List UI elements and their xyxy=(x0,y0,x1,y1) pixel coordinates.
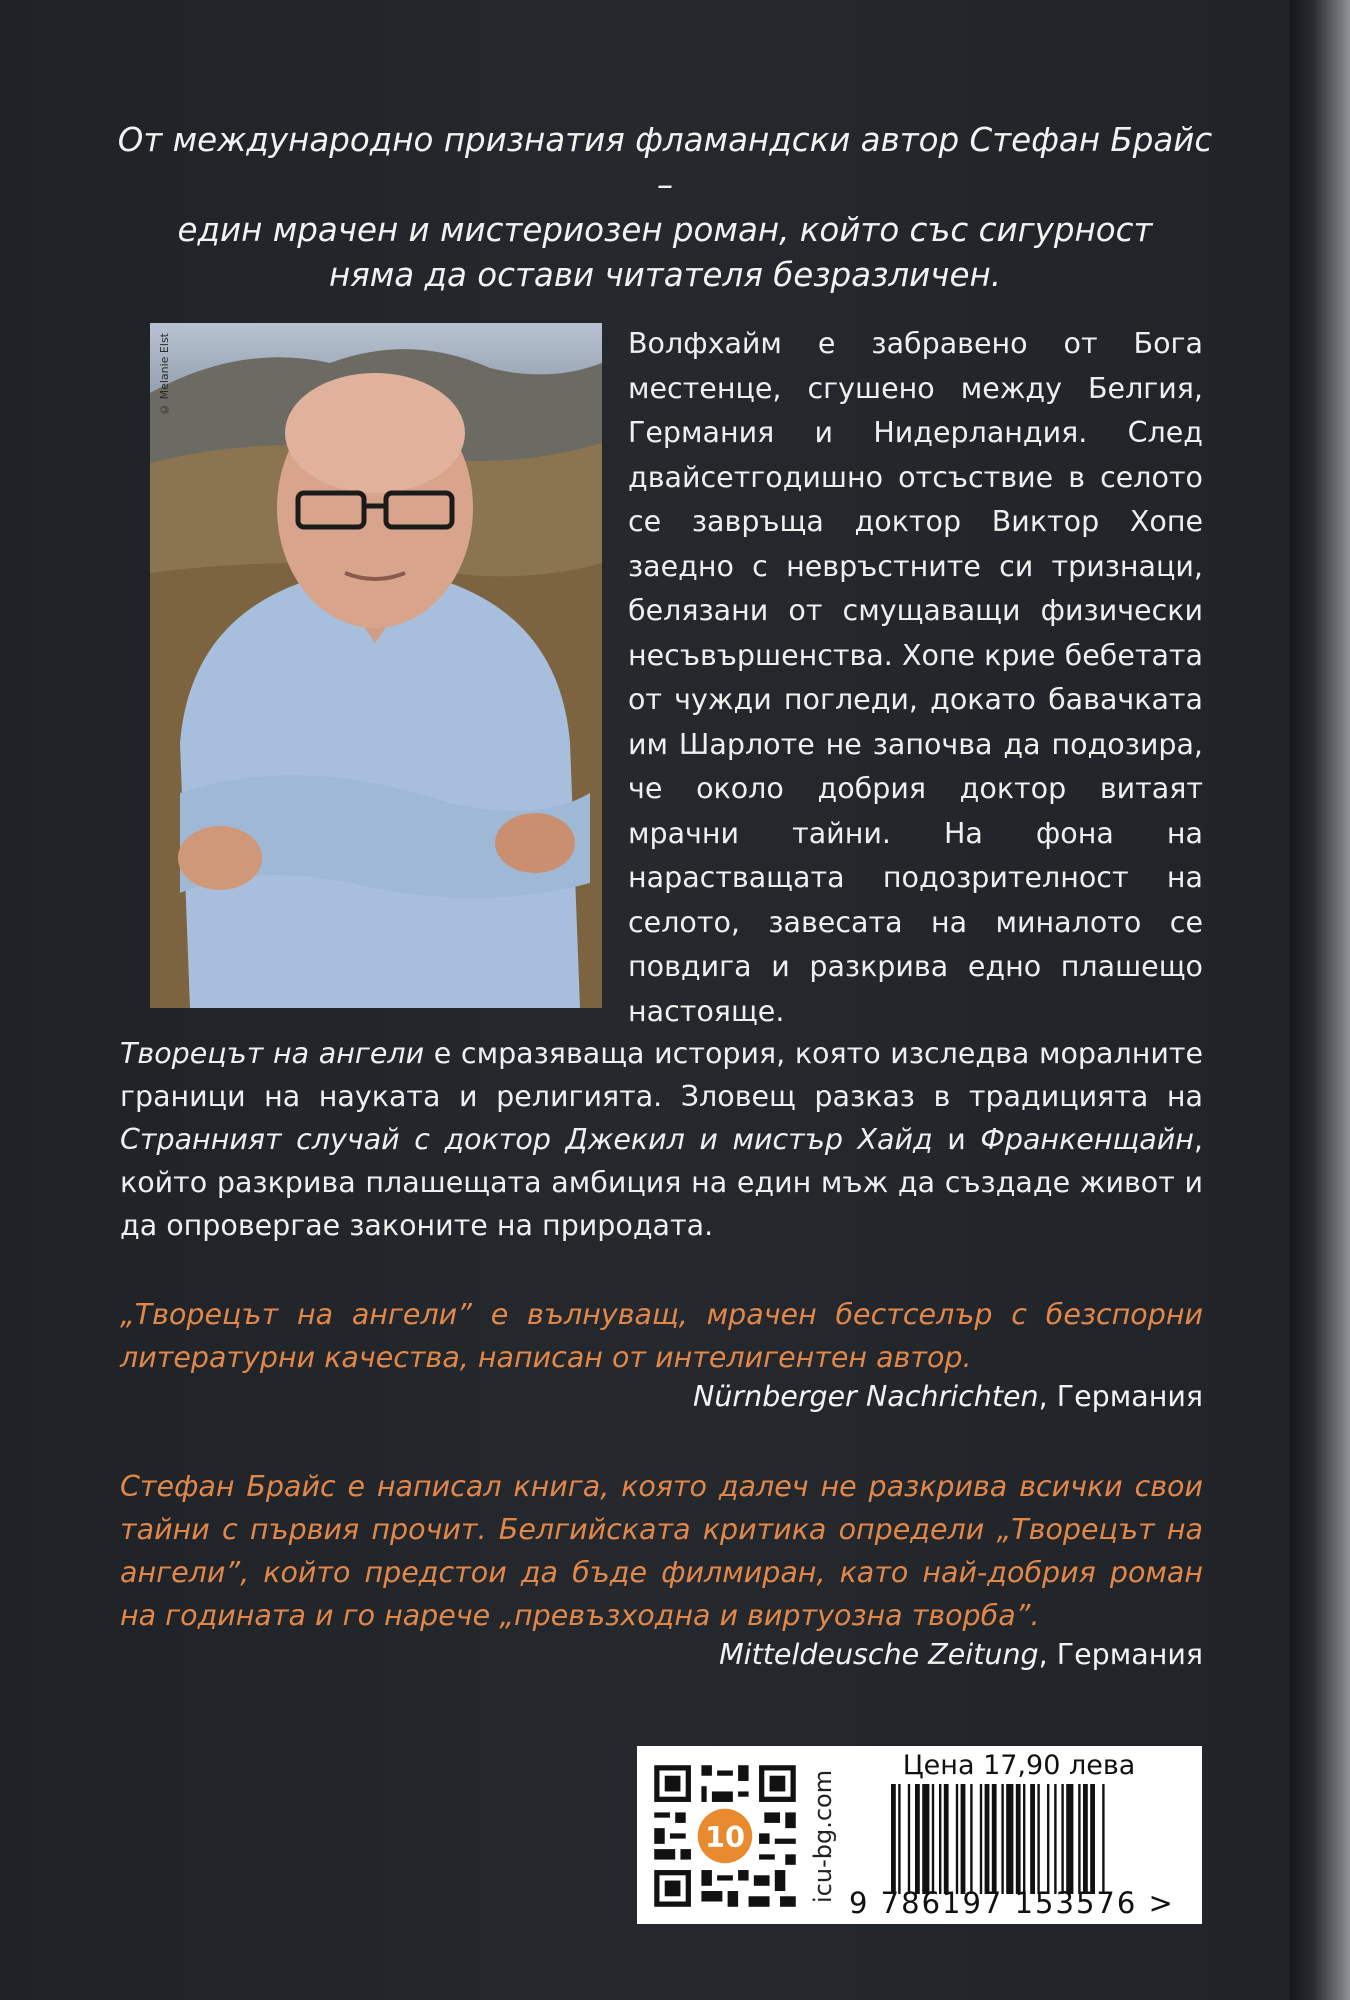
barcode-bar xyxy=(1066,1784,1073,1894)
barcode-bar xyxy=(992,1784,997,1894)
barcode-bar xyxy=(1016,1784,1021,1894)
author-photo xyxy=(150,323,602,1008)
isbn-barcode-icon xyxy=(887,1784,1187,1894)
barcode-bar xyxy=(908,1784,910,1894)
isbn-number: 9 786197 153576 > xyxy=(849,1886,1175,1920)
publisher-logo-text: 10 xyxy=(704,1820,746,1855)
intro-line-2: един мрачен и мистериозен роман, който със сигурност xyxy=(177,211,1153,249)
barcode-bar xyxy=(1078,1784,1080,1894)
barcode-bar xyxy=(1023,1784,1025,1894)
intro-blurb xyxy=(110,118,1220,298)
barcode-bar xyxy=(944,1784,949,1894)
barcode-bar xyxy=(956,1784,958,1894)
barcode-bar xyxy=(961,1784,966,1894)
description-part-3: , който разкрива плашещата амбиция на един мъж да създаде живот и да опровергае законите на природата. xyxy=(120,1123,1203,1242)
intro-line-1: От международно признатия фламандски автор Стефан Брайс – xyxy=(117,121,1213,204)
barcode-bar xyxy=(970,1784,972,1894)
barcode-bar xyxy=(922,1784,929,1894)
barcode-bar xyxy=(898,1784,900,1894)
author-portrait-image xyxy=(150,323,602,1008)
barcode-bar xyxy=(1001,1784,1003,1894)
barcode-bar xyxy=(1047,1784,1049,1894)
book-description xyxy=(120,1032,1203,1247)
review-quote-1: „Творецът на ангели” е вълнуващ, мрачен бестселър с безспорни литературни качества, написан от интелигентен автор. xyxy=(120,1298,1203,1374)
barcode-bar xyxy=(1030,1784,1035,1894)
photo-credit: © Melanie Elst xyxy=(158,333,171,416)
barcode-bar xyxy=(891,1784,896,1894)
barcode-panel xyxy=(637,1746,1202,1924)
spine-edge xyxy=(1290,0,1350,2000)
reference-frankenstein: Франкенщайн xyxy=(980,1123,1194,1156)
barcode-bar xyxy=(1006,1784,1013,1894)
barcode-bar xyxy=(1037,1784,1039,1894)
intro-line-3: няма да остави читателя безразличен. xyxy=(328,256,1002,294)
description-part-2: и xyxy=(932,1123,981,1156)
review-quote-2: Стефан Брайс е написал книга, която далеч не разкрива всички свои тайни с първия прочит. Белгийската критика определи „Творецът на ангели”, който предстои да бъде филмиран, като най-добрия роман на годината и го нарече „превъзходна и виртуозна творба”. xyxy=(120,1470,1203,1632)
review-publication-2: Mitteldeusche Zeitung xyxy=(719,1638,1039,1671)
review-publication-1: Nürnberger Nachrichten xyxy=(693,1380,1039,1413)
publisher-url: icu-bg.com xyxy=(809,1769,837,1904)
barcode-bar xyxy=(1090,1784,1095,1894)
barcode-bar xyxy=(915,1784,920,1894)
barcode-bar xyxy=(1054,1784,1056,1894)
qr-code-icon xyxy=(649,1760,801,1912)
barcode-bar xyxy=(932,1784,934,1894)
description-part-1: е смразяваща история, която изследва моралните граници на науката и религията. Зловещ разказ в традицията на xyxy=(120,1037,1203,1113)
review-country-2: , Германия xyxy=(1038,1638,1203,1671)
barcode-bar xyxy=(1083,1784,1088,1894)
barcode-bar xyxy=(980,1784,982,1894)
review-source-2 xyxy=(719,1638,1203,1671)
barcode-bar xyxy=(939,1784,941,1894)
reference-jekyll-hyde: Странният случай с доктор Джекил и мистър Хайд xyxy=(120,1123,933,1156)
review-source-1 xyxy=(693,1380,1203,1413)
barcode-bar xyxy=(1102,1784,1104,1894)
book-title: Творецът на ангели xyxy=(120,1037,425,1070)
price-label: Цена 17,90 лева xyxy=(902,1750,1136,1781)
synopsis-text: Волфхайм е забравено от Бога местенце, сгушено между Белгия, Германия и Нидерландия. След двайсетгодишно отсъствие в селото се завръща доктор Виктор Хопе заедно с невръстните си тризнаци, белязани от смущаващи физически несъвършенства. Хопе крие бебетата от чужди погледи, докато бавачката им Шарлоте не започва да подозира, че около добрия доктор витаят мрачни тайни. На фона на нарастващата подозрителност на селото, завесата на миналото се повдига и разкрива едно плашещо настояще. xyxy=(628,327,1203,1028)
barcode-bar xyxy=(985,1784,990,1894)
barcode-bar xyxy=(1061,1784,1063,1894)
review-country-1: , Германия xyxy=(1038,1380,1203,1413)
